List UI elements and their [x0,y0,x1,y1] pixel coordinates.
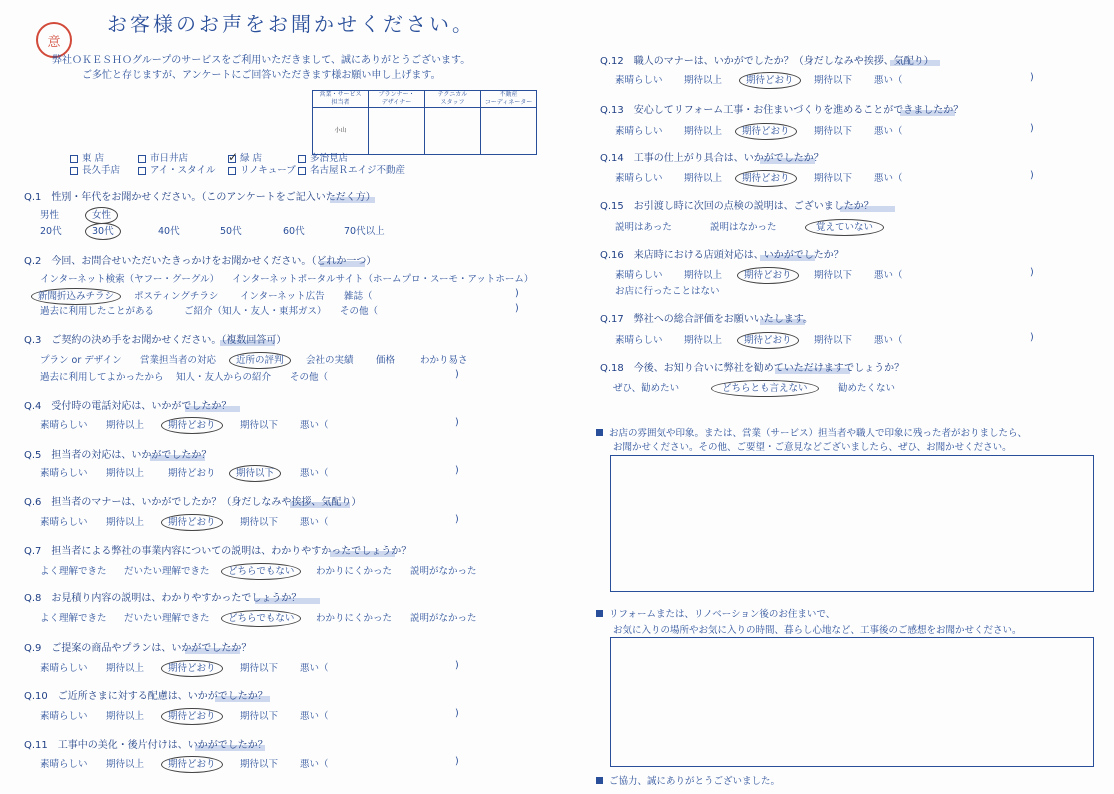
q12-bad-close: ) [1030,72,1034,83]
staff-header-realestate: 不動産 コーディネーター [481,91,537,108]
q4-label: Q.4 受付時の電話対応は、いかがでしたか？ [24,401,232,412]
comment1-line-1: お店の雰囲気や印象。または、営業（サービス）担当者や職人で印象に残った者がおりましたら、 [596,425,1027,439]
q14-option-excellent[interactable]: 素晴らしい [615,173,663,184]
intro-line-1: 弊社ＯＫＥＳＨＯグループのサービスをご利用いただきまして、誠にありがとうございます。 [52,55,471,66]
q15-label: Q.15 お引渡し時に次回の点検の説明は、ございましたか？ [600,201,874,212]
q2-label: Q.2 今回、お問合せいただいたきっかけをお聞かせください。（どれか一つ） [24,256,377,267]
staff-table [312,90,537,155]
q14-option-bad[interactable]: 悪い（ [874,173,903,184]
q9-label: Q.9 ご提案の商品やプランは、いかがでしたか？ [24,643,252,654]
q4-option-excellent[interactable]: 素晴らしい [40,420,88,431]
q1-label: Q.1 性別・年代をお聞かせください。（このアンケートをご記入いただく方） [24,192,376,203]
q3-option-past-good[interactable]: 過去に利用してよかったから [40,372,164,383]
q1-option-male[interactable]: 男性 [40,210,60,221]
q6-option-as-expected[interactable]: 期待どおり [168,514,216,528]
q2-option-newspaper-flyer[interactable]: 新聞折込みチラシ [38,288,114,302]
q13-option-bad[interactable]: 悪い（ [874,126,903,137]
q3-option-sales-response[interactable]: 営業担当者の対応 [140,355,217,366]
q5-option-as-expected[interactable]: 期待どおり [168,468,216,479]
q4-option-bad[interactable]: 悪い（ [300,420,329,431]
q7-option-neutral[interactable]: どちらでもない [228,563,294,577]
q10-label: Q.10 ご近所さまに対する配慮は、いかがでしたか？ [24,691,268,702]
q17-option-above[interactable]: 期待以上 [684,335,723,346]
q1-option-20s[interactable]: 20代 [40,226,62,237]
q12-label: Q.12 職人のマナーは、いかがでしたか？（身だしなみや挨拶、気配り） [600,56,934,67]
q16-option-above[interactable]: 期待以上 [684,270,723,281]
q3-label: Q.3 ご契約の決め手をお聞かせください。（複数回答可） [24,335,287,346]
q6-bad-close: ) [455,514,459,525]
q18-label: Q.18 今後、お知り合いに弊社を勧めていただけますでしょうか？ [600,363,905,374]
q11-option-excellent[interactable]: 素晴らしい [40,759,88,770]
q15-option-dont-remember[interactable]: 覚えていない [816,219,873,233]
q16-bad-close: ) [1030,267,1034,278]
q3-option-reputation[interactable]: 近所の評判 [236,352,284,366]
q3-option-plan-design[interactable]: プラン or デザイン [40,355,122,366]
q5-label: Q.5 担当者の対応は、いかがでしたか？ [24,450,212,461]
q2-option-past-use[interactable]: 過去に利用したことがある [40,306,155,317]
q17-option-as-expected[interactable]: 期待どおり [744,332,792,346]
staff-header-sales: 営業・サービス 担当者 [313,91,369,108]
q9-option-below[interactable]: 期待以下 [240,663,279,674]
q10-option-above[interactable]: 期待以上 [106,711,145,722]
q16-label: Q.16 来店時における店頭対応は、いかがでしたか？ [600,250,844,261]
q18-option-not-recommend[interactable]: 勧めたくない [838,383,896,394]
q10-option-as-expected[interactable]: 期待どおり [168,708,216,722]
q6-option-bad[interactable]: 悪い（ [300,517,329,528]
q11-option-below[interactable]: 期待以下 [240,759,279,770]
staff-value-technical[interactable] [425,108,481,155]
staff-value-sales[interactable]: 小山 [313,108,369,155]
q10-option-excellent[interactable]: 素晴らしい [40,711,88,722]
store-checkbox-nagoya-rage[interactable]: 名古屋Ｒエイジ不動産 [298,162,405,176]
q17-bad-close: ) [1030,332,1034,343]
store-checkbox-tajimi[interactable]: 多治見店 [298,150,348,164]
q3-option-friend-referral[interactable]: 知人・友人からの紹介 [176,372,272,383]
q8-label: Q.8 お見積り内容の説明は、わかりやすかったでしょうか？ [24,593,302,604]
q5-option-bad[interactable]: 悪い（ [300,468,329,479]
q9-option-excellent[interactable]: 素晴らしい [40,663,88,674]
q1-option-70s[interactable]: 70代以上 [344,226,385,237]
q15-option-yes[interactable]: 説明はあった [615,222,672,233]
q6-option-excellent[interactable]: 素晴らしい [40,517,88,528]
q1-option-40s[interactable]: 40代 [158,226,180,237]
q9-option-as-expected[interactable]: 期待どおり [168,660,216,674]
q12-option-as-expected[interactable]: 期待どおり [746,72,794,86]
comment2-line-1: リフォームまたは、リノベーション後のお住まいで、 [596,606,835,620]
q2-option-other[interactable]: その他（ [340,306,379,317]
staff-value-planner[interactable] [369,108,425,155]
q8-option-unclear[interactable]: わかりにくかった [316,613,393,624]
comment1-textarea[interactable] [610,455,1094,592]
q8-option-neutral[interactable]: どちらでもない [228,610,294,624]
q18-option-recommend[interactable]: ぜひ、勧めたい [613,383,680,394]
comment2-textarea[interactable] [610,637,1094,767]
q12-option-excellent[interactable]: 素晴らしい [615,75,663,86]
svg-text:意: 意 [47,35,61,50]
q11-option-bad[interactable]: 悪い（ [300,759,329,770]
q2-option-internet-ad[interactable]: インターネット広告 [240,291,325,302]
q7-option-mostly[interactable]: だいたい理解できた [124,566,210,577]
q4-bad-close: ) [455,417,459,428]
q11-label: Q.11 工事中の美化・後片付けは、いかがでしたか？ [24,740,268,751]
q16-option-never-visited[interactable]: お店に行ったことはない [615,286,720,297]
q11-option-as-expected[interactable]: 期待どおり [168,756,216,770]
q5-option-below[interactable]: 期待以下 [236,465,274,479]
q13-label: Q.13 安心してリフォーム工事・お住まいづくりを進めることができましたか？ [600,105,964,116]
q1-option-50s[interactable]: 50代 [220,226,242,237]
q14-option-as-expected[interactable]: 期待どおり [742,170,790,184]
q16-option-excellent[interactable]: 素晴らしい [615,270,663,281]
q14-bad-close: ) [1030,170,1034,181]
q2-option-search[interactable]: インターネット検索（ヤフー・グーグル） [40,274,220,285]
q9-option-above[interactable]: 期待以上 [106,663,145,674]
q11-option-above[interactable]: 期待以上 [106,759,145,770]
q9-bad-close: ) [455,660,459,671]
q2-option-posting-flyer[interactable]: ポスティングチラシ [134,291,219,302]
q1-option-female[interactable]: 女性 [92,207,111,221]
q13-option-as-expected[interactable]: 期待どおり [742,123,790,137]
store-checkbox-renocube[interactable]: リノキューブ [228,162,296,176]
store-checkbox-higashi[interactable]: 東 店 [70,150,104,164]
q3-option-other[interactable]: その他（ [290,372,329,383]
q3-option-clarity[interactable]: わかり易さ [420,355,468,366]
staff-header-technical: テクニカル スタッフ [425,91,481,108]
intro-line-2: ご多忙と存じますが、アンケートにご回答いただきます様お願い申し上げます。 [82,70,441,81]
q3-option-track-record[interactable]: 会社の実績 [306,355,354,366]
q13-option-excellent[interactable]: 素晴らしい [615,126,663,137]
q10-option-below[interactable]: 期待以下 [240,711,279,722]
q4-option-as-expected[interactable]: 期待どおり [168,417,216,431]
q13-bad-close: ) [1030,123,1034,134]
q7-option-unclear[interactable]: わかりにくかった [316,566,393,577]
q15-option-no[interactable]: 説明はなかった [710,222,777,233]
q7-option-no-explanation[interactable]: 説明がなかった [410,566,477,577]
q5-bad-close: ) [455,465,459,476]
store-checkbox-midori[interactable]: ✓ 緑 店 [228,149,263,164]
q8-option-mostly[interactable]: だいたい理解できた [124,613,210,624]
q5-option-above[interactable]: 期待以上 [106,468,145,479]
store-checkbox-kasugai[interactable]: 市日井店 [138,150,188,164]
q2-magazine-close: ) [515,288,519,299]
staff-value-realestate[interactable] [481,108,537,155]
q17-option-below[interactable]: 期待以下 [814,335,853,346]
q2-option-referral[interactable]: ご紹介（知人・友人・東邦ガス） [184,306,327,317]
q6-option-below[interactable]: 期待以下 [240,517,279,528]
store-checkbox-istyle[interactable]: アイ・スタイル [138,162,215,176]
q5-option-excellent[interactable]: 素晴らしい [40,468,88,479]
thanks-message: ご協力、誠にありがとうございました。 [596,773,780,787]
q16-option-bad[interactable]: 悪い（ [874,270,903,281]
q14-option-below[interactable]: 期待以下 [814,173,853,184]
q13-option-below[interactable]: 期待以下 [814,126,853,137]
q18-option-neutral[interactable]: どちらとも言えない [722,380,808,394]
q14-label: Q.14 工事の仕上がり具合は、いかがでしたか？ [600,153,824,164]
q8-option-no-explanation[interactable]: 説明がなかった [410,613,477,624]
q7-label: Q.7 担当者による弊社の事業内容についての説明は、わかりやすかったでしょうか？ [24,546,412,557]
q11-bad-close: ) [455,756,459,767]
q4-option-above[interactable]: 期待以上 [106,420,145,431]
q1-option-60s[interactable]: 60代 [283,226,305,237]
q16-option-below[interactable]: 期待以下 [814,270,853,281]
q1-option-30s[interactable]: 30代 [92,223,114,237]
q14-option-above[interactable]: 期待以上 [684,173,723,184]
q13-option-above[interactable]: 期待以上 [684,126,723,137]
q10-option-bad[interactable]: 悪い（ [300,711,329,722]
q17-option-excellent[interactable]: 素晴らしい [615,335,663,346]
q6-option-above[interactable]: 期待以上 [106,517,145,528]
store-checkbox-nagakute[interactable]: 長久手店 [70,162,120,176]
comment2-line-2: お気に入りの場所やお気に入りの時間、暮らし心地など、工事後のご感想をお聞かせください。 [613,625,1022,636]
q4-option-below[interactable]: 期待以下 [240,420,279,431]
q12-option-below[interactable]: 期待以下 [814,75,853,86]
q7-option-understood[interactable]: よく理解できた [40,566,107,577]
q16-option-as-expected[interactable]: 期待どおり [744,267,792,281]
q12-option-bad[interactable]: 悪い（ [874,75,903,86]
q8-option-understood[interactable]: よく理解できた [40,613,107,624]
q17-option-bad[interactable]: 悪い（ [874,335,903,346]
q12-option-above[interactable]: 期待以上 [684,75,723,86]
q9-option-bad[interactable]: 悪い（ [300,663,329,674]
comment1-line-2: お聞かせください。その他、ご要望・ご意見などございましたら、ぜひ、お聞かせください。 [613,442,1012,453]
q17-label: Q.17 弊社への総合評価をお願いいたします。 [600,314,813,325]
q6-label: Q.6 担当者のマナーは、いかがでしたか？（身だしなみや挨拶、気配り） [24,497,362,508]
q2-option-portal[interactable]: インターネットポータルサイト（ホームプロ・スーモ・アットホーム） [232,274,534,285]
q2-option-magazine[interactable]: 雑誌（ [344,291,373,302]
page-title: お客様のお声をお聞かせください。 [107,12,475,36]
q3-other-close: ) [455,369,459,380]
q3-option-price[interactable]: 価格 [376,355,396,366]
staff-header-planner: プランナー・ デザイナー [369,91,425,108]
q2-other-close: ) [515,303,519,314]
q10-bad-close: ) [455,708,459,719]
